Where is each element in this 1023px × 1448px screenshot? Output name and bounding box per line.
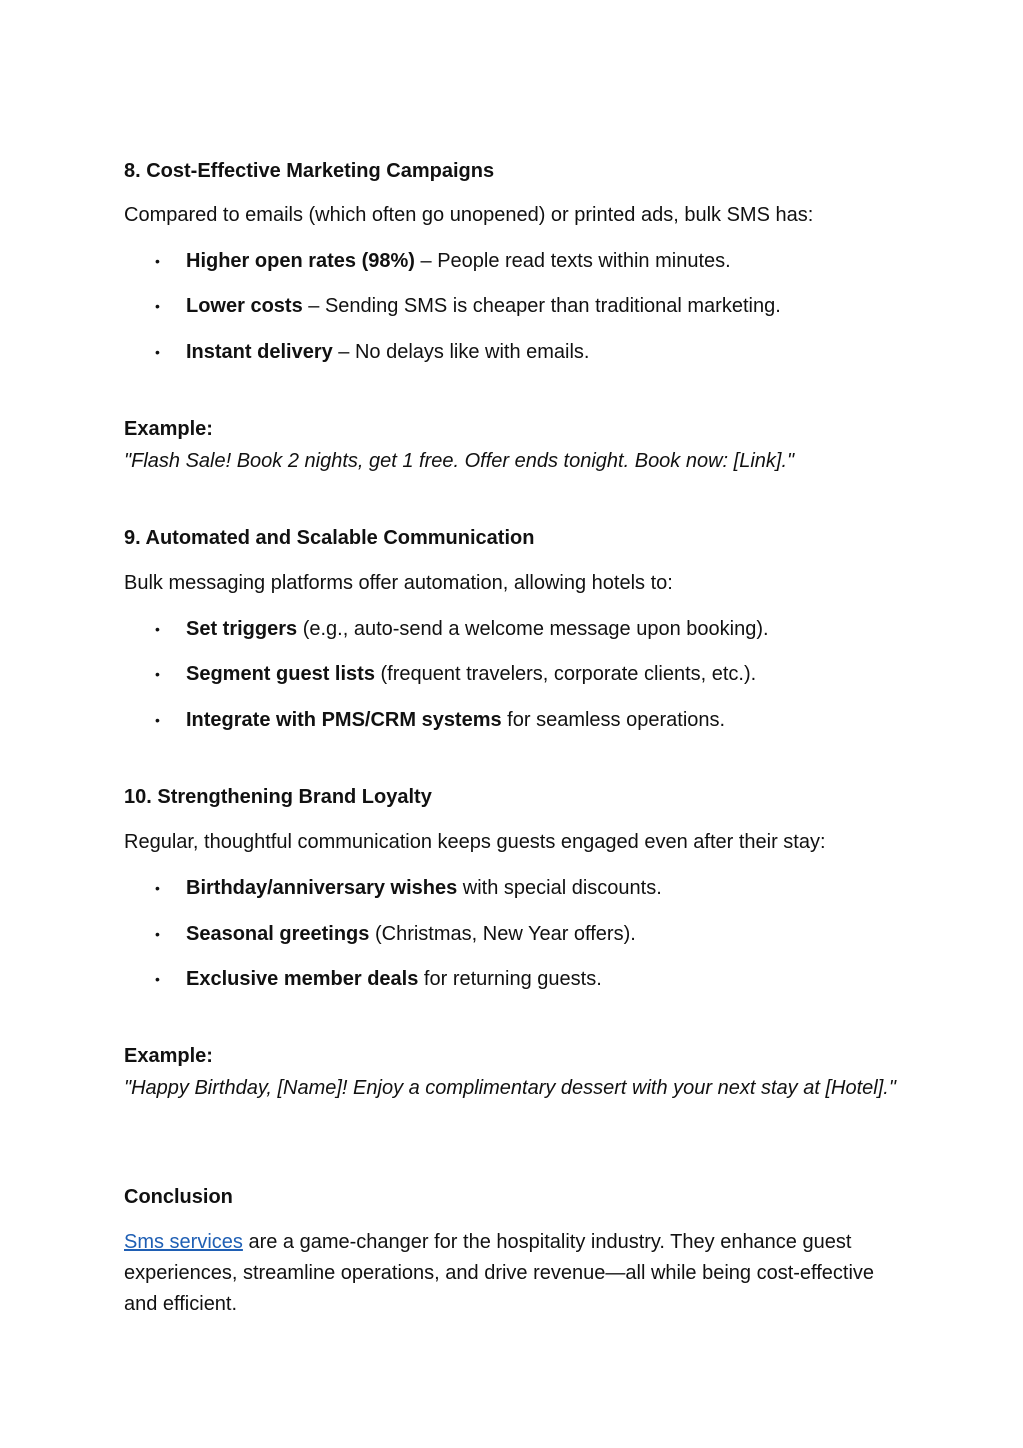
- bullet-bold: Set triggers: [186, 618, 298, 640]
- bullet-glyph: •: [155, 253, 160, 269]
- bullet-bold: Lower costs: [186, 295, 303, 317]
- conclusion-heading: Conclusion: [124, 1186, 233, 1208]
- bullet-text: (e.g., auto-send a welcome message upon booking).: [297, 618, 769, 640]
- bullet-glyph: •: [155, 971, 160, 987]
- bullet-text: with special discounts.: [457, 877, 662, 899]
- bullet-glyph: •: [155, 712, 160, 728]
- bullet-bold: Birthday/anniversary wishes: [186, 877, 458, 899]
- section-10-intro: Regular, thoughtful communication keeps guests engaged even after their stay:: [124, 831, 826, 853]
- sms-services-link[interactable]: Sms services: [124, 1231, 243, 1253]
- bullet-text: for returning guests.: [418, 968, 602, 990]
- bullet-bold: Seasonal greetings: [186, 923, 370, 945]
- bullet-text: (Christmas, New Year offers).: [369, 923, 636, 945]
- bullet-bold: Instant delivery: [186, 341, 333, 363]
- bullet-glyph: •: [155, 880, 160, 896]
- bullet-text: – No delays like with emails.: [332, 341, 590, 363]
- section-8-intro: Compared to emails (which often go unopened) or printed ads, bulk SMS has:: [124, 204, 814, 226]
- example-label: Example:: [124, 1045, 213, 1067]
- example-label: Example:: [124, 418, 213, 440]
- bullet-text: – People read texts within minutes.: [414, 250, 731, 272]
- section-8-heading: 8. Cost-Effective Marketing Campaigns: [124, 160, 495, 182]
- section-9-intro: Bulk messaging platforms offer automation, allowing hotels to:: [124, 572, 673, 594]
- bullet-text: (frequent travelers, corporate clients, etc.).: [374, 663, 757, 685]
- bullet-bold: Integrate with PMS/CRM systems: [186, 709, 502, 731]
- section-9-heading: 9. Automated and Scalable Communication: [124, 527, 535, 549]
- section-10-heading: 10. Strengthening Brand Loyalty: [124, 786, 432, 808]
- bullet-glyph: •: [155, 666, 160, 682]
- bullet-bold: Exclusive member deals: [186, 968, 419, 990]
- bullet-glyph: •: [155, 926, 160, 942]
- bullet-bold: Higher open rates (98%): [186, 250, 415, 272]
- bullet-bold: Segment guest lists: [186, 663, 375, 685]
- conclusion-paragraph: [124, 1227, 904, 1320]
- bullet-text: – Sending SMS is cheaper than traditional marketing.: [302, 295, 781, 317]
- bullet-glyph: •: [155, 298, 160, 314]
- bullet-text: for seamless operations.: [501, 709, 726, 731]
- example-quote: "Happy Birthday, [Name]! Enjoy a complimentary dessert with your next stay at [Hotel].": [124, 1077, 896, 1099]
- bullet-glyph: •: [155, 621, 160, 637]
- bullet-glyph: •: [155, 344, 160, 360]
- example-quote: "Flash Sale! Book 2 nights, get 1 free. Offer ends tonight. Book now: [Link].": [124, 450, 795, 472]
- conclusion-text: are a game-changer for the hospitality industry. They enhance guest experiences, streamline operations, and drive revenue—all while being cost-effective and efficient.: [124, 1231, 875, 1315]
